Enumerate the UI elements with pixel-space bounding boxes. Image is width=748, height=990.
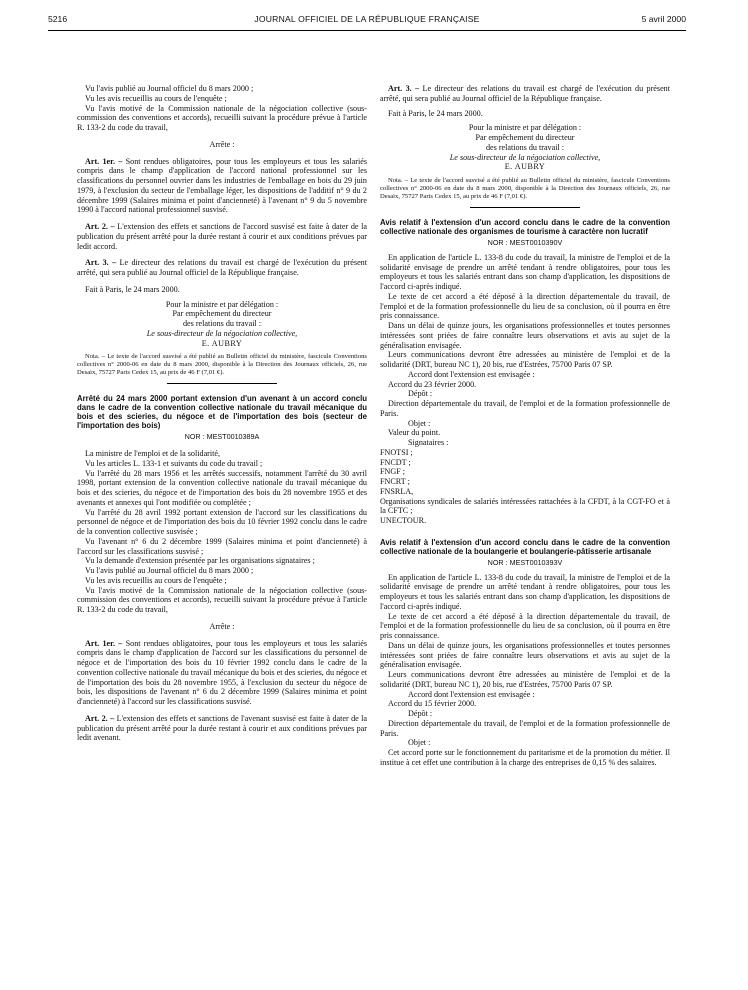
visa: Vu les avis recueillis au cours de l'enquête ; xyxy=(85,575,227,585)
nor-reference: NOR : MEST0010389A xyxy=(184,432,260,442)
signature-line: Pour la ministre et par délégation : xyxy=(165,299,279,309)
visa: Vu l'arrêté du 28 avril 1992 portant extension de l'accord sur les classifications du personnel de négoce et de l'importation des bois du 10 février 1992 conclu dans le cadre de la convention collective susvisée ; xyxy=(77,507,367,536)
signature-line: Le sous-directeur de la négociation collective, xyxy=(146,328,298,338)
left-column xyxy=(77,84,367,743)
signature-line: des relations du travail : xyxy=(485,142,565,152)
article-text: Sont rendues obligatoires, pour tous les employeurs et tous les salariés compris dans le champ d'application de l'accord national professionnel sur les classifications du personnel ouvrier dans les industries de l'emballage en bois du 29 juin 1979, à l'exclusion du secteur de l'emballage léger, les dispositions de l'additif n° 9 du 2 décembre 1999 (Salaires minima et point d'ancienneté) à l'avenant n° 9 du 5 novembre 1990 à l'accord national professionnel susvisé. xyxy=(77,156,367,215)
nota: Nota. – Le texte de l'accord susvisé a été publié au Bulletin officiel du ministère, fascicule Conventions collectives n° 2000-06 en date du 8 mars 2000, disponible à la Direction des Journaux officiels, 26, rue Desaix, 75727 Paris Cedex 15, au prix de 46 F (7,01 €). xyxy=(380,177,670,200)
nor-reference: NOR : MEST0010393V xyxy=(487,557,563,567)
arrete-heading: Arrête : xyxy=(209,139,235,149)
field-value: Cet accord porte sur le fonctionnement du paritarisme et de la promotion du métier. Il institue à cet effet une contribution à la charge des entreprises de 0,15 % des salaires. xyxy=(380,748,670,767)
section-separator xyxy=(470,207,580,208)
issue-date: 5 avril 2000 xyxy=(641,14,686,24)
field-value: Valeur du point. xyxy=(388,428,441,438)
article-text: L'extension des effets et sanctions de l'avenant susvisé est faite à dater de la publication du présent arrêté pour la durée restant à courir et aux conditions prévues par ledit avenant. xyxy=(77,713,368,743)
article-label: Art. 2. – xyxy=(85,222,115,231)
signature-line: Le sous-directeur de la négociation collective, xyxy=(449,152,601,162)
signature-line: des relations du travail : xyxy=(182,319,262,328)
field-label: Objet : xyxy=(408,418,431,428)
visa: Vu l'avis publié au Journal officiel du 8 mars 2000 ; xyxy=(85,566,254,575)
avis-title: Avis relatif à l'extension d'un accord conclu dans le cadre de la convention collective nationale des organismes de tourisme à caractère non lucratif xyxy=(380,218,670,236)
article-3 xyxy=(380,84,670,104)
section-gap xyxy=(380,526,670,538)
article-text: Le directeur des relations du travail est chargé de l'exécution du présent arrêté, qui sera publié au Journal officiel de la République française. xyxy=(380,84,670,103)
article-2 xyxy=(77,714,367,743)
article-text: Le directeur des relations du travail est chargé de l'exécution du présent arrêté, qui sera publié au Journal officiel de la République française. xyxy=(77,258,367,277)
article-label: Art. 1er. – xyxy=(85,638,123,648)
signature-line: Par empêchement du directeur xyxy=(172,309,272,319)
signature-block xyxy=(77,300,367,349)
visa: Vu les articles L. 133-1 et suivants du code du travail ; xyxy=(85,458,263,468)
article-1 xyxy=(77,639,367,707)
nor-reference: NOR : MEST0010390V xyxy=(487,238,563,247)
avis-paragraph: Dans un délai de quinze jours, les organisations professionnelles et toutes personnes intéressées sont priées de faire connaître leurs observations et avis au sujet de la généralisation envisagée. xyxy=(380,640,670,670)
signature-line: Par empêchement du directeur xyxy=(475,133,575,142)
visa: Vu l'avis publié au Journal officiel du 8 mars 2000 ; xyxy=(85,84,254,93)
visa: Vu la demande d'extension présentée par les organisations signataires ; xyxy=(85,556,315,566)
signatory: FNGF ; xyxy=(380,467,406,477)
signature-line: Pour la ministre et par délégation : xyxy=(468,123,582,133)
section-title: Arrêté du 24 mars 2000 portant extension d'un avenant à un accord conclu dans le cadre de la convention collective nationale du travail mécanique du bois et des scieries, du négoce et de l'importation des bois (secteur de l'importation des bois) xyxy=(77,394,367,431)
article-label: Art. 1er. – xyxy=(85,156,123,166)
field-label: Accord dont l'extension est envisagée : xyxy=(408,369,535,379)
signatory: UNECTOUR. xyxy=(380,516,427,525)
visa: Vu l'avis motivé de la Commission nationale de la négociation collective (sous-commission des conventions et accords), recueilli suivant la procédure prévue à l'article R. 133-2 du code du travail, xyxy=(77,585,367,614)
article-label: Art. 3. – xyxy=(85,258,117,268)
field-label: Objet : xyxy=(408,738,431,748)
field-value: Direction départementale du travail, de l'emploi et de la formation professionnelle de Paris. xyxy=(380,718,670,738)
field-label: Dépôt : xyxy=(408,389,433,399)
avis-paragraph: Le texte de cet accord a été déposé à la direction départementale du travail, de l'emploi et de la formation professionnelle du lieu de sa conclusion, où il pourra en être pris connaissance. xyxy=(380,291,670,321)
field-value: Accord du 23 février 2000. xyxy=(388,379,477,389)
article-2 xyxy=(77,222,367,251)
fait-line: Fait à Paris, le 24 mars 2000. xyxy=(85,284,180,294)
signatory: Organisations syndicales de salariés intéressées rattachées à la CFDT, à la CGT-FO et à la CFTC ; xyxy=(380,496,670,516)
visa: Vu les avis recueillis au cours de l'enquête ; xyxy=(85,93,227,103)
signatory: FNOTSI ; xyxy=(380,447,413,457)
article-text: Sont rendues obligatoires, pour tous les employeurs et tous les salariés compris dans le champ d'application de l'accord sur les classifications du personnel de négoce et de l'importation des bois du 10 février 1992 conclu dans le cadre de la convention collective nationale du travail mécanique du bois et des scieries, du négoce et de l'importation des bois du 28 novembre 1955, à l'exclusion du secteur du négoce de bois, les dispositions de l'avenant n° 6 du 2 décembre 1999 (Salaires minima et point d'ancienneté) à l'accord sur les classifications susvisé. xyxy=(77,638,367,706)
article-1 xyxy=(77,157,367,216)
signature-block xyxy=(380,123,670,172)
journal-title: JOURNAL OFFICIEL DE LA RÉPUBLIQUE FRANÇAISE xyxy=(254,14,480,24)
visa: Vu l'avis motivé de la Commission nationale de la négociation collective (sous-commission des conventions et accords), recueilli suivant la procédure prévue à l'article R. 133-2 du code du travail, xyxy=(77,103,367,132)
visa: Vu l'arrêté du 28 mars 1956 et les arrêtés successifs, notamment l'arrêté du 30 avril 1998, portant extension de la convention collective nationale du travail mécanique du bois et des scieries, du négoce et de l'importation des bois du 28 novembre 1955 et des avenants et annexes qui l'ont modifiée ou complétée ; xyxy=(77,468,367,507)
avis-paragraph: En application de l'article L. 133-8 du code du travail, la ministre de l'emploi et de la solidarité envisage de prendre un arrêté tendant à rendre obligatoires, pour tous les employeurs et tous les salariés entrant dans son champ d'application, les dispositions de l'accord ci-après indiqué. xyxy=(380,252,670,291)
arrete-heading: Arrête : xyxy=(209,621,235,631)
field-label: Dépôt : xyxy=(408,709,433,718)
avis-paragraph: En application de l'article L. 133-8 du code du travail, la ministre de l'emploi et de la solidarité envisage de prendre un arrêté tendant à rendre obligatoires, pour tous les employeurs et tous les salariés entrant dans son champ d'application, les dispositions de l'accord ci-après indiqué. xyxy=(380,572,670,611)
article-text: L'extension des effets et sanctions de l'accord susvisé est faite à dater de la publication du présent arrêté pour la durée restant à courir et aux conditions prévues par ledit accord. xyxy=(77,222,368,251)
article-label: Art. 2. – xyxy=(85,713,115,723)
avis-paragraph: Le texte de cet accord a été déposé à la direction départementale du travail, de l'emploi et de la formation professionnelle du lieu de sa conclusion, où il pourra en être pris connaissance. xyxy=(380,611,670,640)
avis-paragraph: Leurs communications devront être adressées au ministère de l'emploi et de la solidarité (DRT, bureau NC 1), 20 bis, rue d'Estrées, 75700 Paris 07 SP. xyxy=(380,670,670,689)
section-separator xyxy=(167,383,277,384)
avis-title: Avis relatif à l'extension d'un accord conclu dans le cadre de la convention collective nationale de la boulangerie et boulangerie-pâtisserie artisanale xyxy=(380,537,670,556)
minister-line: La ministre de l'emploi et de la solidarité, xyxy=(85,449,221,458)
signatory: FNCRT ; xyxy=(380,477,410,486)
field-value: Accord du 15 février 2000. xyxy=(388,699,477,709)
right-column xyxy=(380,84,670,768)
signatory-name: E. AUBRY xyxy=(201,338,243,348)
avis-paragraph: Dans un délai de quinze jours, les organisations professionnelles et toutes personnes intéressées sont priées de faire connaître leurs observations et avis au sujet de la généralisation envisagée. xyxy=(380,321,670,350)
header-rule xyxy=(48,30,686,31)
nota: Nota. – Le texte de l'accord susvisé a été publié au Bulletin officiel du ministère, fascicule Conventions collectives n° 2000-06 en date du 8 mars 2000, disponible à la Direction des Journaux officiels, 26, rue Desaix, 75727 Paris Cedex 15, au prix de 46 F (7,01 €). xyxy=(77,353,367,377)
field-value: Direction départementale du travail, de l'emploi et de la formation professionnelle de Paris. xyxy=(380,399,670,418)
page-header xyxy=(48,14,686,30)
avis-paragraph: Leurs communications devront être adressées au ministère de l'emploi et de la solidarité (DRT, bureau NC 1), 20 bis, rue d'Estrées, 75700 Paris 07 SP. xyxy=(380,350,670,369)
signatory-name: E. AUBRY xyxy=(504,162,546,172)
signatory: FNCDT ; xyxy=(380,457,411,467)
visa: Vu l'avenant n° 6 du 2 décembre 1999 (Salaires minima et point d'ancienneté) à l'accord sur les classifications susvisé ; xyxy=(77,536,367,556)
article-3 xyxy=(77,258,367,278)
article-label: Art. 3. – xyxy=(388,84,420,93)
signatory: FNSRLA, xyxy=(380,486,414,496)
field-label: Accord dont l'extension est envisagée : xyxy=(408,689,535,699)
field-label: Signataires : xyxy=(408,438,449,447)
fait-line: Fait à Paris, le 24 mars 2000. xyxy=(388,108,483,118)
page-number: 5216 xyxy=(48,14,68,24)
